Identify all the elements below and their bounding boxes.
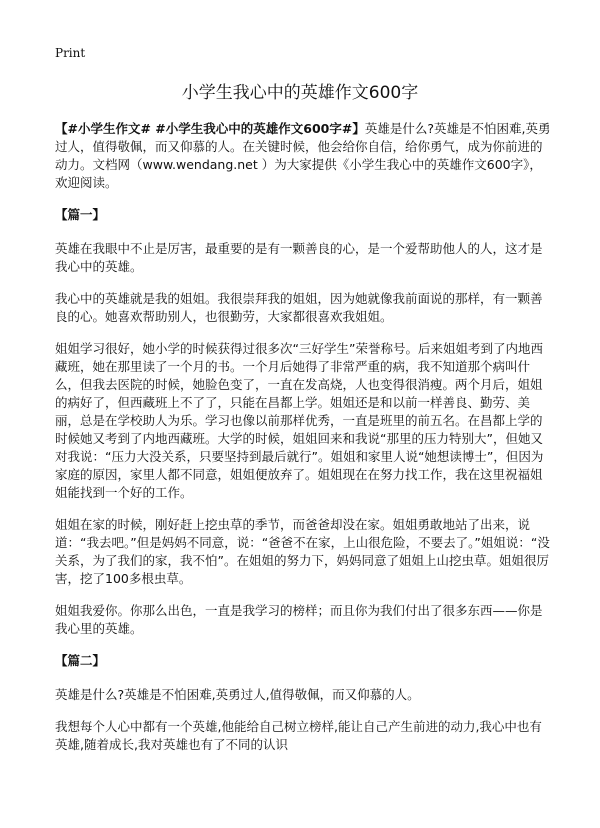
paragraph: 我想每个人心中都有一个英雄,他能给自己树立榜样,能让自己产生前进的动力,我心中也有英雄,随着成长,我对英雄也有了不同的认识 (55, 719, 542, 752)
page-title: 小学生我心中的英雄作文600字 (181, 83, 419, 103)
section-header-1: 【篇一】 (55, 207, 106, 222)
document-body (55, 120, 551, 768)
intro-tag: 【#小学生作文# #小学生我心中的英雄作文600字#】 (55, 121, 365, 136)
paragraph: 姐姐学习很好，她小学的时候获得过很多次“三好学生”荣誉称号。后来姐姐考到了内地西藏班，她在那里读了一个月的书。一个月后她得了非常严重的病，我不知道那个病叫什么，但我去医院的时候，她脸色变了，一直在发高烧，人也变得很消瘦。两个月后，姐姐的病好了，但西藏班上不了了，只能在昌都上学。姐姐还是和以前一样善良、勤劳、美丽，总是在学校助人为乐。学习也像以前那样优秀，一直是班里的前五名。在昌都上学的时候她又考到了内地西藏班。大学的时候，姐姐回来和我说“那里的压力特别大”，但她又对我说：“压力大没关系，只要坚持到最后就行”。姐姐和家里人说“她想读博士”，但因为家庭的原因，家里人都不同意，姐姐便放弃了。姐姐现在在努力找工作，我在这里祝福姐姐能找到一个好的工作。 (55, 341, 544, 500)
paragraph: 姐姐我爱你。你那么出色，一直是我学习的榜样；而且你为我们付出了很多东西——你是我心里的英雄。 (55, 603, 543, 636)
intro-paragraph (55, 120, 551, 192)
paragraph: 英雄在我眼中不止是厉害，最重要的是有一颗善良的心，是一个爱帮助他人的人，这才是我心中的英雄。 (55, 241, 543, 274)
paragraph: 英雄是什么?英雄是不怕困难,英勇过人,值得敬佩，而又仰慕的人。 (55, 687, 420, 702)
paragraph: 姐姐在家的时候，刚好赶上挖虫草的季节，而爸爸却没在家。姐姐勇敢地站了出来，说道：“我去吧。”但是妈妈不同意，说：“爸爸不在家，上山很危险，不要去了。”姐姐说：“没关系，为了我们的家，我不怕”。在姐姐的努力下，妈妈同意了姐姐上山挖虫草。姐姐很厉害，挖了100多根虫草。 (55, 517, 550, 586)
paragraph: 我心中的英雄就是我的姐姐。我很崇拜我的姐姐，因为她就像我前面说的那样，有一颗善良的心。她喜欢帮助别人，也很勤劳，大家都很喜欢我姐姐。 (55, 291, 543, 324)
print-label: Print (55, 46, 86, 60)
intro-text: 英雄是什么?英雄是不怕困难,英勇过人，值得敬佩，而又仰慕的人。在关键时候，他会给你自信，给你勇气，成为你前进的动力。文档网（www.wendang.net ）为大家提供《小学生我心中的英雄作文600字》，欢迎阅读。 (55, 121, 551, 190)
section-header-2: 【篇二】 (55, 653, 106, 668)
